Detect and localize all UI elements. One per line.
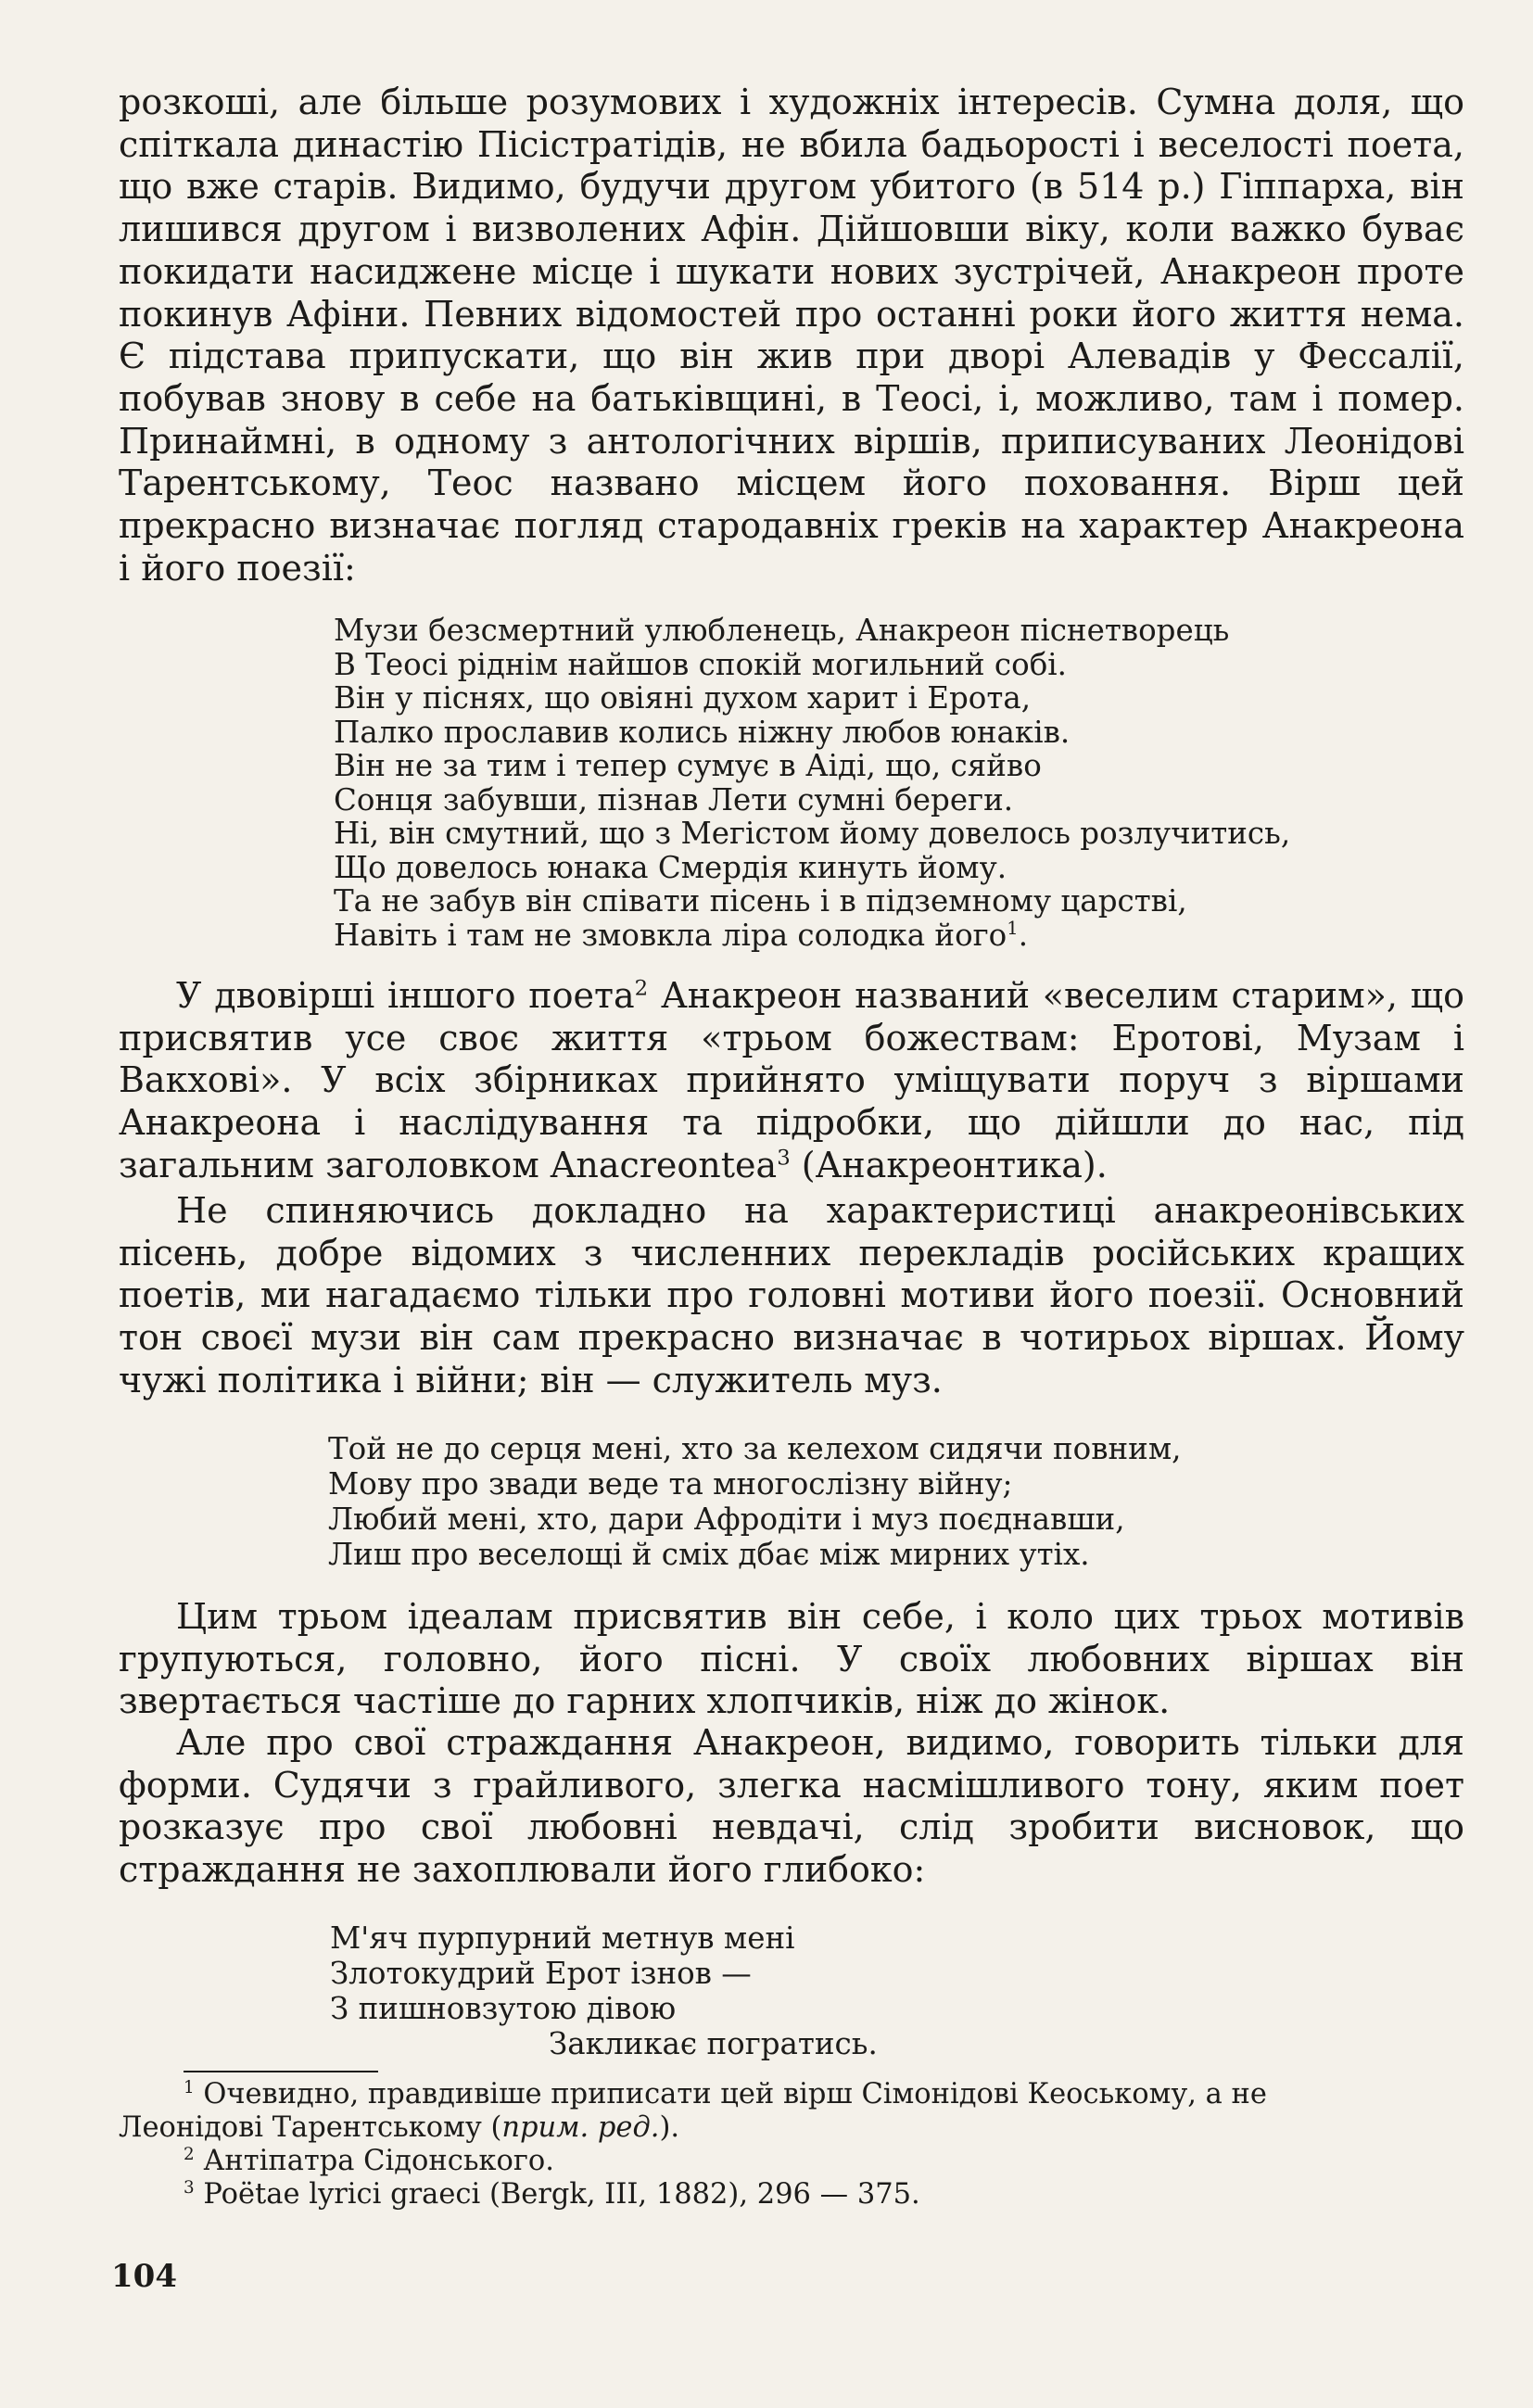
footnote-number: 2	[184, 2144, 195, 2164]
paragraph-motifs: Не спиняючись докладно на характеристиці анакреонівських пісень, добре відомих з численних перекладів російських кращих поетів, ми нагадаємо тільки про головні мотиви його поезії. Основний тон своєї музи він сам прекрасно визначає в чотирьох віршах. Йому чужі політика і війни; він — служитель муз.	[119, 1190, 1464, 1400]
ball-poem	[330, 1920, 878, 2061]
poem-line: Та не забув він співати пісень і в підземному царстві,	[334, 883, 1187, 919]
footnote-number: 3	[184, 2177, 195, 2198]
page-number: 104	[111, 2258, 177, 2295]
footnote-editor-note: прим. ред.	[501, 2111, 660, 2144]
footnote-ref: 1	[1007, 917, 1019, 939]
paragraph-anacreon-life: розкоші, але більше розумових і художніх інтересів. Сумна доля, що спіткала династію Пісістратідів, не вбила бадьорості і веселості поета, що вже старів. Видимо, будучи другом убитого (в 514 р.) Гіппарха, він лишився другом і визволених Афін. Дійшовши віку, коли важко буває покидати насиджене місце і шукати нових зустрічей, Анакреон проте покинув Афіни. Певних відомостей про останні роки його життя нема. Є підстава припускати, що він жив при дворі Алевадів у Фессалії, побував знову в себе на батьківщині, в Теосі, і, можливо, там і помер. Принаймні, в одному з антологічних віршів, приписуваних Леонідові Тарентському, Теос названо місцем його поховання. Вірш цей прекрасно визначає погляд стародавніх греків на характер Анакреона і його поезії:	[119, 82, 1464, 589]
epigram-poem	[334, 614, 1290, 952]
poem-line: Що довелось юнака Смердія кинуть йому.	[334, 849, 1007, 885]
poem-line: Сонця забувши, пізнав Лети сумні береги.	[334, 781, 1014, 817]
footnote-text: Очевидно, правдивіше приписати цей вірш Сімонідові Кеоському, а не	[194, 2078, 1267, 2110]
poem-line: Злотокудрий Ерот ізнов —	[330, 1956, 752, 1991]
poem-line: Він не за тим і тепер сумує в Аіді, що, сяйво	[334, 748, 1042, 783]
poem-line: Ні, він смутний, що з Мегістом йому довелось розлучитись,	[334, 816, 1291, 851]
poem-line: Лиш про веселощі й сміх дбає між мирних утіх.	[328, 1537, 1090, 1572]
poem-line: Він у піснях, що овіяні духом харит і Ерота,	[334, 680, 1032, 716]
footnote-3	[119, 2178, 1464, 2212]
footnote-text: Леонідові Тарентському (	[119, 2111, 502, 2144]
poem-line: М'яч пурпурний метнув мені	[330, 1920, 795, 1956]
poem-line: Мову про звади веде та многослізну війну;	[328, 1466, 1013, 1502]
footnote-text: Антіпатра Сідонського.	[194, 2145, 554, 2177]
footnote-text: Poëtae lyrici graeci (Bergk, III, 1882), 296 — 375.	[194, 2178, 920, 2211]
footnote-text: ).	[659, 2111, 680, 2144]
footnote-divider	[184, 2071, 378, 2072]
paragraph-ideals: Цим трьом ідеалам присвятив він себе, і коло цих трьох мотивів групуються, головно, його пісні. У своїх любовних віршах він звертається частіше до гарних хлопчиків, ніж до жінок.	[119, 1596, 1464, 1722]
footnote-2	[119, 2145, 1464, 2178]
poem-line: Палко прославив колись ніжну любов юнаків.	[334, 714, 1071, 750]
poem-line: З пишновзутою дівою	[330, 1991, 677, 2026]
footnote-ref: 3	[777, 1146, 791, 1171]
poem-line: Закликає погратись.	[549, 2026, 878, 2061]
paragraph-suffering: Але про свої страждання Анакреон, видимо, говорить тільки для форми. Судячи з грайливого, злегка насмішливого тону, яким поет розказує про свої любовні невдачі, слід зробити висновок, що страждання не захоплювали його глибоко:	[119, 1722, 1464, 1891]
paragraph-anacreontea	[119, 975, 1464, 1187]
footnote-1	[119, 2078, 1464, 2111]
poem-line: В Теосі ріднім найшов спокій могильний собі.	[334, 646, 1067, 682]
footnote-1-continued	[119, 2111, 1464, 2145]
poem-line	[334, 919, 1290, 953]
footnote-number: 1	[184, 2077, 195, 2097]
poem-line-text: Навіть і там не змовкла ліра солодка його	[334, 917, 1007, 953]
poem-line: Той не до серця мені, хто за келехом сидячи повним,	[328, 1431, 1182, 1466]
poem-line-end: .	[1018, 917, 1029, 953]
text: (Анакреонтика).	[790, 1144, 1108, 1185]
text: У двовірші іншого поета	[176, 975, 635, 1016]
quatrain-poem	[328, 1431, 1181, 1572]
poem-line: Любий мені, хто, дари Афродіти і муз поєднавши,	[328, 1502, 1125, 1537]
footnote-ref: 2	[634, 976, 649, 1001]
text: Анакреон названий «веселим старим», що присвятив усе своє життя «трьом божествам: Еротові, Музам і Вакхові». У всіх збірниках прийнято уміщувати поруч з віршами Анакреона і наслідування та підробки, що дійшли до нас, під загальним заголовком Anacreontea	[119, 975, 1464, 1185]
footnotes	[119, 2078, 1464, 2212]
poem-line: Музи безсмертний улюбленець, Анакреон піснетворець	[334, 613, 1230, 648]
